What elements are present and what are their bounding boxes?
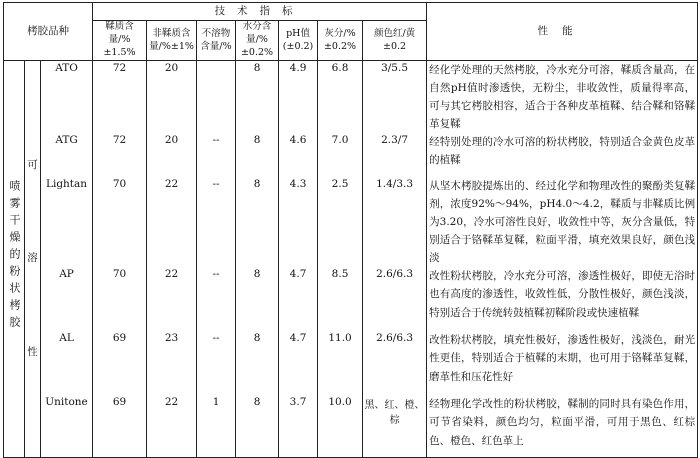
header-ph: pH值(±0.2) <box>279 21 318 61</box>
row-name: AL <box>41 331 93 395</box>
cell-tannin: 72 <box>93 61 147 134</box>
cell-insoluble: -- <box>197 267 236 331</box>
cell-moisture: 8 <box>236 395 279 457</box>
header-variety: 栲胶品种 <box>4 3 93 61</box>
cell-ash: 10.0 <box>318 395 363 457</box>
table-row <box>4 395 698 457</box>
cell-insoluble: 1 <box>197 395 236 457</box>
header-ash: 灰分/%±0.2% <box>318 21 363 61</box>
row-name: AP <box>41 267 93 331</box>
table-row <box>4 331 698 395</box>
cell-color: 2.6/6.3 <box>363 331 427 395</box>
header-performance: 性能 <box>427 3 698 61</box>
cell-tannin: 69 <box>93 395 147 457</box>
cell-ph: 4.7 <box>279 331 318 395</box>
cell-ash: 6.8 <box>318 61 363 134</box>
cell-performance: 从坚木栲胶提炼出的、经过化学和物理改性的聚酚类复鞣剂，浓度92%～94%，pH4.0～4.2，鞣质与非鞣质比例为3.20，冷水可溶性良好，收敛性中等，灰分含量低，特别适合于铬鞣革复鞣，粒面平滑，填充效果良好，颜色浅淡 <box>427 177 698 267</box>
cell-ph: 4.9 <box>279 61 318 134</box>
header-tannin: 鞣质含量/%±1.5% <box>93 21 147 61</box>
cell-moisture: 8 <box>236 331 279 395</box>
cell-color: 2.6/6.3 <box>363 267 427 331</box>
cell-ash: 8.5 <box>318 267 363 331</box>
cell-performance: 改性粉状栲胶，填充性极好，渗透性极好，浅淡色，耐光性更佳，特别适合于植鞣的末期，也可用于铬鞣革复鞣，磨革性和压花性好 <box>427 331 698 395</box>
cell-tannin: 70 <box>93 267 147 331</box>
cell-ash: 2.5 <box>318 177 363 267</box>
cell-color: 黑、红、橙、棕 <box>363 395 427 457</box>
spec-table <box>3 2 698 458</box>
cell-ph: 4.7 <box>279 267 318 331</box>
cell-ash: 7.0 <box>318 133 363 177</box>
row-name: Lightan <box>41 177 93 267</box>
cell-ph: 4.6 <box>279 133 318 177</box>
row-name: ATO <box>41 61 93 134</box>
cell-insoluble <box>197 61 236 134</box>
table-row <box>4 267 698 331</box>
cell-nontannin: 22 <box>147 395 197 457</box>
cell-performance: 改性粉状栲胶，冷水充分可溶，渗透性极好，即使无浴时也有高度的渗透性，收敛性低，分散性极好，颜色浅淡，特别适合于传统转鼓植鞣初鞣阶段或快速植鞣 <box>427 267 698 331</box>
cell-performance: 经特别处理的冷水可溶的粉状栲胶，特别适合金黄色皮革的植鞣 <box>427 133 698 177</box>
cell-moisture: 8 <box>236 177 279 267</box>
header-nontannin: 非鞣质含量/%±1% <box>147 21 197 61</box>
cell-color: 1.4/3.3 <box>363 177 427 267</box>
cell-nontannin: 20 <box>147 61 197 134</box>
cell-tannin: 72 <box>93 133 147 177</box>
cell-ash: 11.0 <box>318 331 363 395</box>
cell-insoluble: -- <box>197 133 236 177</box>
cell-tannin: 69 <box>93 331 147 395</box>
subgroup-label: 可 溶 性 <box>25 61 41 458</box>
cell-nontannin: 22 <box>147 177 197 267</box>
cell-ph: 3.7 <box>279 395 318 457</box>
table-row <box>4 177 698 267</box>
cell-ph: 4.3 <box>279 177 318 267</box>
cell-tannin: 70 <box>93 177 147 267</box>
cell-moisture: 8 <box>236 133 279 177</box>
header-color: 颜色红/黄±0.2 <box>363 21 427 61</box>
cell-color: 3/5.5 <box>363 61 427 134</box>
cell-nontannin: 23 <box>147 331 197 395</box>
header-tech: 技术指标 <box>93 3 427 21</box>
header-moisture: 水分含量/%±0.2% <box>236 21 279 61</box>
cell-nontannin: 20 <box>147 133 197 177</box>
group-label: 喷雾干燥的粉状栲胶 <box>4 61 25 458</box>
table-row <box>4 133 698 177</box>
cell-performance: 经物理化学改性的粉状栲胶，鞣制的同时具有染色作用，可节省染料，颜色均匀，粒面平滑，可用于黑色、红棕色、橙色、红色革上 <box>427 395 698 457</box>
row-name: ATG <box>41 133 93 177</box>
header-insoluble: 不溶物含量/% <box>197 21 236 61</box>
cell-insoluble: -- <box>197 177 236 267</box>
cell-moisture: 8 <box>236 267 279 331</box>
row-name: Unitone <box>41 395 93 457</box>
cell-color: 2.3/7 <box>363 133 427 177</box>
cell-insoluble: -- <box>197 331 236 395</box>
cell-nontannin: 22 <box>147 267 197 331</box>
table-row <box>4 61 698 134</box>
cell-moisture: 8 <box>236 61 279 134</box>
cell-performance: 经化学处理的天然栲胶，冷水充分可溶，鞣质含量高，在自然pH值时渗透快，无粉尘，非收敛性，质量得率高，可与其它栲胶相容，适合于各种皮革植鞣、结合鞣和铬鞣革复鞣 <box>427 61 698 134</box>
